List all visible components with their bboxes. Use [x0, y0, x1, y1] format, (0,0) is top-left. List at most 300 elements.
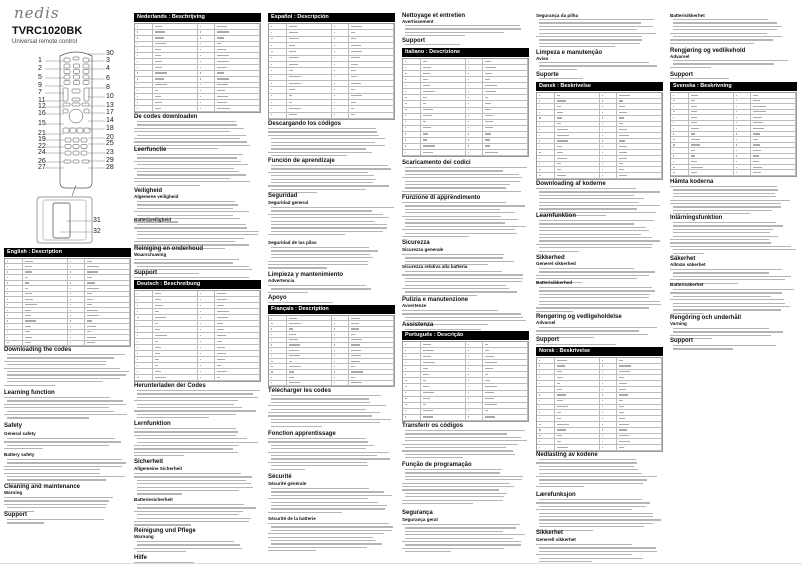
- text-line: [137, 234, 258, 235]
- text-line: [402, 202, 506, 203]
- table-cell: [466, 384, 484, 389]
- heading-fr-2: Sécurité: [268, 474, 292, 480]
- table-cell: [734, 104, 752, 109]
- table-cell: [153, 291, 198, 296]
- heading-sv-6: Varning: [670, 321, 687, 326]
- table-cell: [215, 59, 260, 64]
- table-cell: [23, 341, 68, 345]
- table-cell: [85, 313, 130, 317]
- table-cell: [332, 338, 350, 342]
- heading-fr-1: Fonction apprentissage: [268, 431, 336, 437]
- table-cell: [135, 357, 153, 362]
- table-cell: [198, 297, 216, 302]
- table-cell: [215, 321, 260, 326]
- table-cell: [600, 133, 618, 138]
- table-cell: [153, 53, 198, 58]
- table-cell: [198, 30, 216, 35]
- table-cell: [5, 292, 23, 296]
- text-line: [539, 479, 647, 480]
- text-line: [7, 400, 123, 401]
- table-cell: [68, 308, 86, 312]
- text-line: [405, 205, 525, 206]
- table-cell: [734, 93, 752, 98]
- text-line: [134, 431, 238, 432]
- table-cell: [135, 315, 153, 320]
- table-cell: [349, 381, 394, 385]
- text-line: [539, 297, 649, 298]
- table-cell: [349, 354, 394, 358]
- table-cell: [617, 167, 662, 172]
- text-line: [271, 221, 374, 222]
- table-cell: [215, 100, 260, 105]
- callout-number: 20: [106, 134, 114, 141]
- table-cell: [403, 372, 421, 377]
- table-cell: [671, 93, 689, 98]
- table-cell: [215, 369, 260, 374]
- table-cell: [483, 83, 528, 88]
- text-line: [137, 541, 234, 542]
- table-cell: [135, 321, 153, 326]
- table-cell: [215, 36, 260, 41]
- table-cell: [483, 65, 528, 70]
- table-cell: [269, 113, 287, 118]
- text-line: [539, 304, 661, 305]
- table-cell: [135, 47, 153, 52]
- remote-button: [83, 70, 89, 74]
- table-cell: [537, 381, 555, 386]
- table-cell: [689, 121, 734, 126]
- text-line: [268, 441, 368, 442]
- table-cell: [287, 113, 332, 118]
- table-cell: [287, 332, 332, 336]
- table-cell: [483, 101, 528, 106]
- table-cell: [215, 106, 260, 111]
- table-cell: [403, 114, 421, 119]
- remote-button: [64, 64, 70, 68]
- callout-number: 27: [38, 164, 46, 171]
- text-line: [405, 472, 500, 473]
- table-cell: [269, 30, 287, 35]
- table-cell: [421, 59, 466, 64]
- text-line: [271, 465, 368, 466]
- text-line: [7, 479, 106, 480]
- table-cell: [421, 108, 466, 113]
- callout-number: 30: [106, 50, 114, 57]
- table-cell: [600, 428, 618, 433]
- callout-number: 14: [106, 117, 114, 124]
- text-line: [137, 490, 239, 491]
- heading-it-4: Sicurezza relativa alla batteria: [402, 264, 468, 269]
- table-row: [5, 341, 130, 346]
- table-cell: [555, 156, 600, 161]
- heading-de-5: Reinigung und Pflege: [134, 528, 196, 534]
- text-line: [402, 486, 514, 487]
- table-cell: [349, 113, 394, 118]
- remote-button: [63, 128, 69, 133]
- table-cell: [153, 339, 198, 344]
- table-cell: [68, 303, 86, 307]
- table-cell: [466, 108, 484, 113]
- table-cell: [751, 110, 796, 115]
- table-cell: [617, 428, 662, 433]
- table-cell: [555, 445, 600, 450]
- text-line: [673, 22, 777, 23]
- section-title-pt: Português : Descrição: [402, 331, 529, 340]
- table-cell: [600, 364, 618, 369]
- remote-button: [74, 81, 80, 85]
- text-line: [7, 507, 106, 508]
- text-line: [670, 78, 729, 79]
- section-title-it: Italiano : Descrizione: [402, 48, 529, 57]
- table-cell: [689, 126, 734, 131]
- text-line: [4, 469, 100, 470]
- heading-pt-1: Função de programação: [402, 462, 472, 468]
- table-cell: [332, 94, 350, 99]
- text-line: [271, 448, 366, 449]
- text-line: [405, 219, 518, 220]
- text-line: [673, 63, 774, 64]
- text-line: [137, 171, 239, 172]
- table-cell: [68, 324, 86, 328]
- table-cell: [153, 24, 198, 29]
- heading-fr-7: Support: [402, 38, 425, 44]
- text-line: [4, 368, 120, 369]
- heading-pt-4: Segurança da pilha: [536, 13, 579, 18]
- callout-number: 9: [38, 82, 42, 89]
- table-cell: [153, 83, 198, 88]
- text-line: [539, 223, 634, 224]
- text-line: [402, 313, 521, 314]
- heading-en-3: General safety: [4, 431, 36, 436]
- text-line: [137, 164, 248, 165]
- remote-button: [74, 75, 80, 79]
- table-cell: [269, 316, 287, 320]
- text-line: [539, 26, 653, 27]
- text-line: [539, 205, 660, 206]
- heading-en-1: Learning function: [4, 390, 55, 396]
- heading-no-6: Advarsel: [670, 54, 690, 59]
- table-cell: [198, 24, 216, 29]
- table-cell: [421, 342, 466, 347]
- table-cell: [153, 309, 198, 314]
- table-cell: [135, 24, 153, 29]
- text-line: [539, 62, 649, 63]
- text-line: [268, 550, 316, 551]
- table-cell: [332, 359, 350, 363]
- text-line: [539, 234, 641, 235]
- text-line: [405, 209, 500, 210]
- heading-sv-0: Hämta koderna: [670, 179, 714, 185]
- text-line: [271, 491, 384, 492]
- text-line: [4, 414, 127, 415]
- text-line: [539, 516, 653, 517]
- table-cell: [287, 381, 332, 385]
- text-line: [402, 450, 513, 451]
- text-line: [539, 473, 642, 474]
- text-line: [536, 344, 616, 345]
- table-cell: [555, 393, 600, 398]
- table-cell: [537, 144, 555, 149]
- table-cell: [332, 316, 350, 320]
- heading-sv-7: Support: [670, 338, 693, 344]
- table-cell: [600, 387, 618, 392]
- text-line: [137, 507, 256, 508]
- table-cell: [5, 264, 23, 268]
- text-line: [405, 493, 507, 494]
- table-cell: [671, 148, 689, 153]
- text-line: [137, 157, 237, 158]
- table-cell: [135, 291, 153, 296]
- table-cell: [332, 68, 350, 73]
- table-cell: [483, 366, 528, 371]
- text-line: [268, 285, 366, 286]
- table-cell: [600, 156, 618, 161]
- text-line: [271, 207, 394, 208]
- table-cell: [287, 327, 332, 331]
- table-cell: [600, 150, 618, 155]
- text-line: [271, 217, 389, 218]
- remote-button: [73, 151, 79, 155]
- text-line: [134, 428, 236, 429]
- table-cell: [617, 381, 662, 386]
- text-line: [271, 455, 377, 456]
- table-cell: [332, 30, 350, 35]
- table-cell: [85, 292, 130, 296]
- table-cell: [537, 428, 555, 433]
- text-line: [4, 407, 109, 408]
- text-line: [536, 244, 653, 245]
- table-cell: [555, 139, 600, 144]
- table-cell: [403, 71, 421, 76]
- table-cell: [269, 375, 287, 379]
- text-line: [271, 395, 381, 396]
- table-cell: [689, 99, 734, 104]
- text-line: [536, 330, 639, 331]
- table-cell: [153, 303, 198, 308]
- callout-number: 19: [38, 136, 46, 143]
- table-cell: [617, 162, 662, 167]
- table-cell: [555, 122, 600, 127]
- table-cell: [466, 366, 484, 371]
- table-cell: [23, 319, 68, 323]
- text-line: [539, 202, 639, 203]
- table-cell: [600, 399, 618, 404]
- callout-number: 7: [38, 89, 42, 96]
- text-line: [7, 374, 126, 375]
- table-cell: [198, 309, 216, 314]
- table-cell: [269, 43, 287, 48]
- table-cell: [466, 391, 484, 396]
- remote-button: [73, 160, 79, 163]
- text-line: [405, 317, 523, 318]
- callout-number: 28: [106, 164, 114, 171]
- table-cell: [600, 393, 618, 398]
- text-line: [405, 457, 463, 458]
- table-cell: [671, 159, 689, 164]
- description-table: [536, 357, 663, 452]
- table-cell: [198, 291, 216, 296]
- table-cell: [466, 378, 484, 383]
- text-line: [539, 547, 656, 548]
- text-line: [539, 327, 657, 328]
- text-line: [670, 242, 771, 243]
- text-line: [405, 226, 526, 227]
- table-cell: [68, 313, 86, 317]
- heading-no-7: Support: [670, 72, 693, 78]
- table-cell: [483, 348, 528, 353]
- text-line: [402, 489, 499, 490]
- table-cell: [332, 49, 350, 54]
- table-cell: [600, 116, 618, 121]
- text-line: [405, 170, 503, 171]
- table-cell: [215, 83, 260, 88]
- table-cell: [466, 77, 484, 82]
- text-line: [4, 448, 43, 449]
- table-cell: [466, 372, 484, 377]
- text-line: [137, 407, 242, 408]
- table-cell: [85, 319, 130, 323]
- callout-number: 15: [38, 120, 46, 127]
- description-table: [134, 23, 261, 113]
- table-cell: [537, 358, 555, 363]
- table-cell: [617, 434, 662, 439]
- table-cell: [555, 127, 600, 132]
- table-cell: [23, 281, 68, 285]
- table-cell: [349, 106, 394, 111]
- text-line: [271, 526, 393, 527]
- table-cell: [403, 108, 421, 113]
- heading-pt-5: Limpeza e manutenção: [536, 50, 603, 56]
- remote-button: [65, 138, 71, 142]
- table-cell: [287, 348, 332, 352]
- text-line: [134, 448, 233, 449]
- description-table: [134, 290, 261, 382]
- table-cell: [555, 110, 600, 115]
- text-line: [134, 476, 252, 477]
- table-cell: [483, 403, 528, 408]
- table-cell: [537, 133, 555, 138]
- table-cell: [617, 399, 662, 404]
- text-line: [134, 145, 250, 146]
- table-cell: [600, 139, 618, 144]
- table-cell: [135, 77, 153, 82]
- remote-button: [63, 103, 70, 106]
- table-cell: [287, 375, 332, 379]
- table-cell: [403, 95, 421, 100]
- text-line: [402, 274, 523, 275]
- table-cell: [537, 399, 555, 404]
- text-line: [673, 328, 769, 329]
- table-cell: [617, 133, 662, 138]
- table-cell: [23, 264, 68, 268]
- table-cell: [23, 297, 68, 301]
- table-cell: [332, 87, 350, 92]
- table-cell: [600, 375, 618, 380]
- heading-fr-3: Sécurité générale: [268, 481, 307, 486]
- table-cell: [153, 351, 198, 356]
- table-cell: [617, 364, 662, 369]
- table-cell: [537, 139, 555, 144]
- text-line: [539, 551, 657, 552]
- table-cell: [555, 364, 600, 369]
- heading-da-0: Downloading af koderne: [536, 181, 606, 187]
- text-line: [536, 476, 657, 477]
- brand-logo: nedis: [14, 4, 60, 22]
- text-line: [137, 185, 200, 186]
- text-line: [137, 438, 247, 439]
- text-line: [670, 67, 711, 68]
- text-line: [271, 257, 373, 258]
- table-cell: [332, 100, 350, 105]
- description-table: [670, 92, 797, 177]
- callout-number: 31: [93, 217, 101, 224]
- text-line: [271, 138, 385, 139]
- table-cell: [421, 144, 466, 149]
- table-cell: [23, 335, 68, 339]
- table-cell: [198, 363, 216, 368]
- table-cell: [269, 106, 287, 111]
- text-line: [670, 239, 769, 240]
- table-cell: [751, 99, 796, 104]
- text-line: [539, 19, 654, 20]
- text-line: [402, 177, 522, 178]
- table-cell: [198, 83, 216, 88]
- table-cell: [135, 36, 153, 41]
- text-line: [268, 185, 389, 186]
- text-line: [4, 404, 126, 405]
- table-cell: [287, 62, 332, 67]
- text-line: [137, 208, 233, 209]
- text-line: [271, 254, 370, 255]
- table-cell: [483, 59, 528, 64]
- text-line: [271, 179, 376, 180]
- remote-button: [81, 151, 87, 155]
- table-cell: [332, 113, 350, 118]
- text-line: [268, 523, 389, 524]
- table-cell: [734, 110, 752, 115]
- heading-no-2: Sikkerhet: [536, 530, 564, 536]
- table-cell: [555, 133, 600, 138]
- text-line: [134, 262, 233, 263]
- heading-nl-0: De codes downloaden: [134, 114, 198, 120]
- table-cell: [617, 99, 662, 104]
- table-cell: [269, 87, 287, 92]
- text-line: [268, 405, 386, 406]
- table-cell: [215, 363, 260, 368]
- table-cell: [135, 333, 153, 338]
- table-cell: [287, 316, 332, 320]
- text-line: [134, 211, 249, 212]
- remote-button: [73, 138, 79, 142]
- section-title-es: Español : Descripción: [268, 13, 395, 22]
- heading-fr-6: Avertissement: [402, 19, 434, 24]
- table-cell: [421, 120, 466, 125]
- section-title-nl: Nederlands : Beschrijving: [134, 13, 261, 22]
- table-cell: [617, 410, 662, 415]
- text-line: [539, 287, 652, 288]
- text-line: [268, 547, 367, 548]
- text-line: [271, 224, 387, 225]
- table-cell: [403, 101, 421, 106]
- table-cell: [349, 87, 394, 92]
- text-line: [402, 503, 473, 504]
- table-cell: [198, 100, 216, 105]
- table-cell: [153, 47, 198, 52]
- text-line: [137, 124, 237, 125]
- table-cell: [734, 170, 752, 175]
- heading-de-7: Hilfe: [134, 555, 148, 561]
- table-cell: [153, 100, 198, 105]
